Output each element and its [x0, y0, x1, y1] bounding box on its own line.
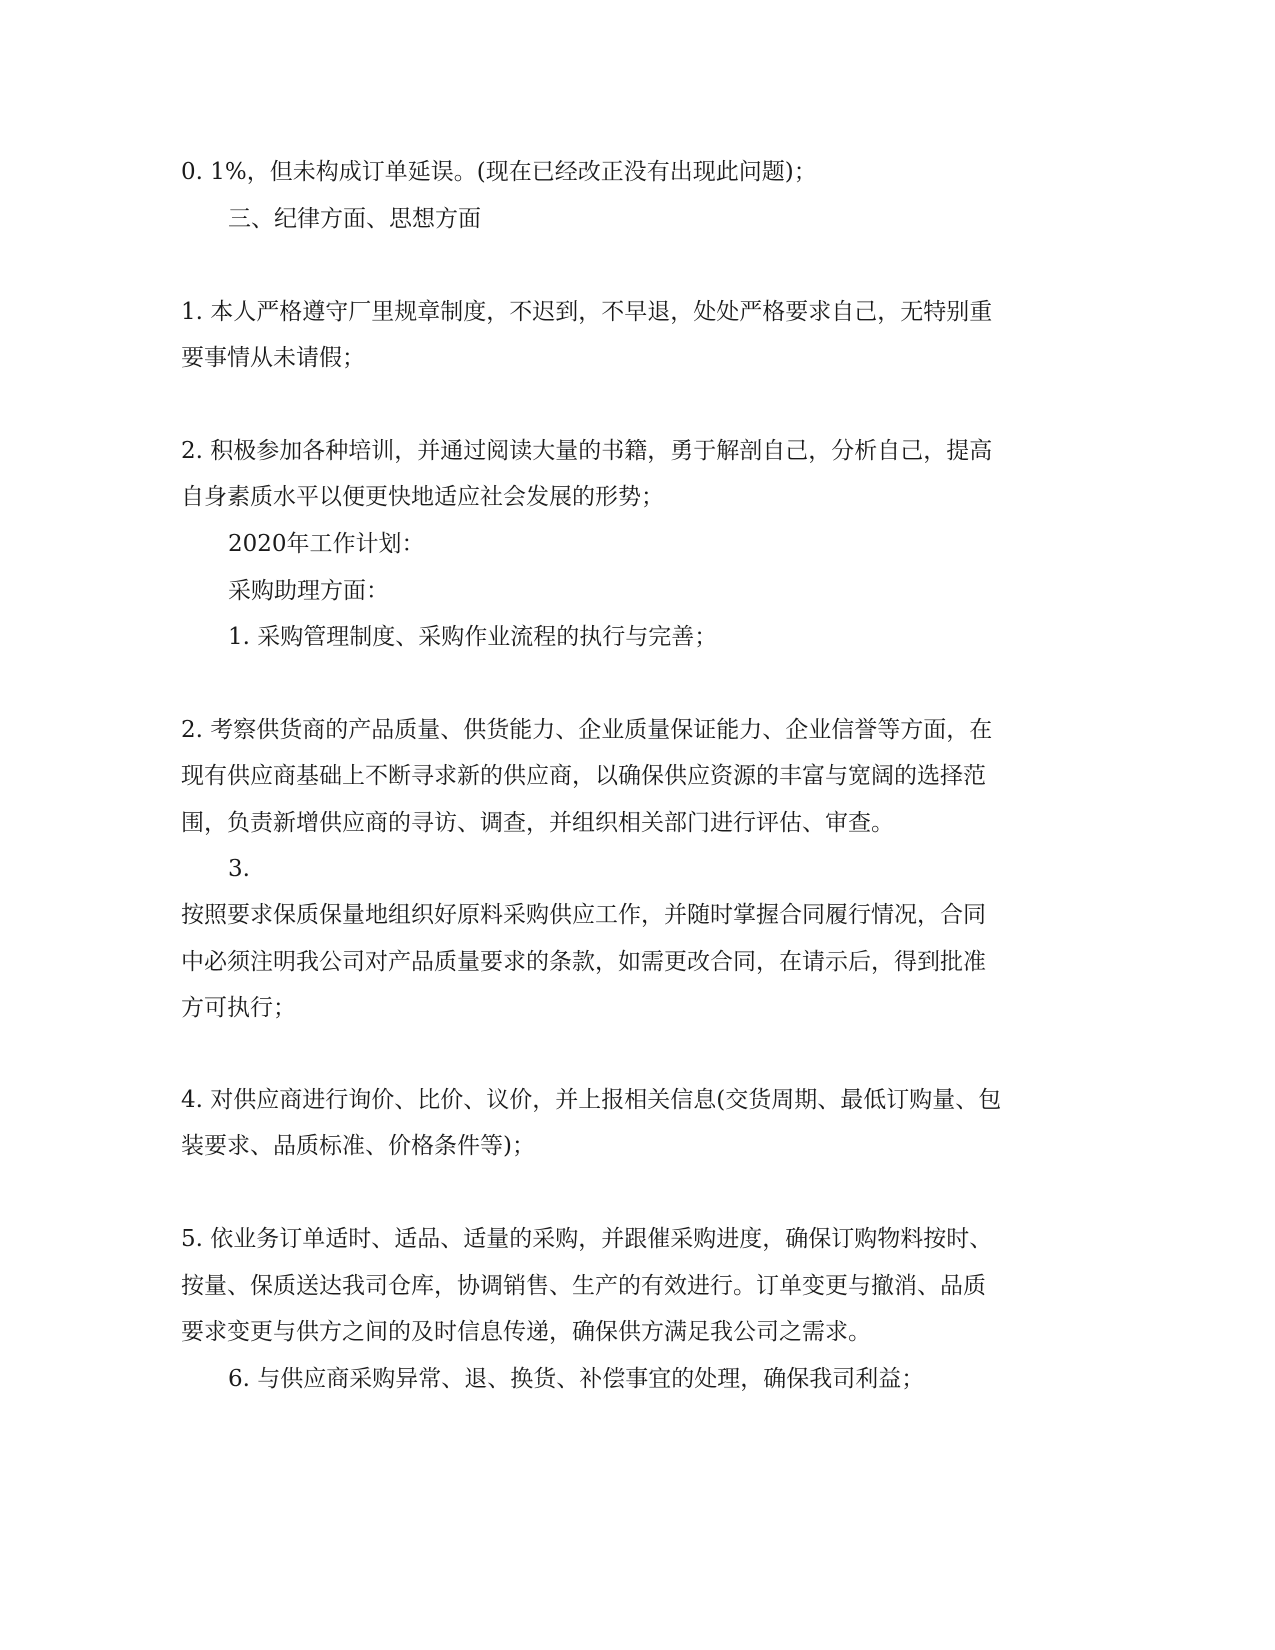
list-item-number: 3. — [228, 856, 250, 882]
list-item-text: 4. 对供应商进行询价、比价、议价，并上报相关信息(交货周期、最低订购量、包 — [181, 1087, 1002, 1113]
list-item-text: 2. 考察供货商的产品质量、供货能力、企业质量保证能力、企业信誉等方面，在 — [181, 717, 993, 743]
list-item-text: 2. 积极参加各种培训，并通过阅读大量的书籍，勇于解剖自己，分析自己，提高 — [181, 438, 993, 464]
list-item-text: 按照要求保质保量地组织好原料采购供应工作，并随时掌握合同履行情况，合同 — [181, 902, 986, 928]
list-item-text: 1. 本人严格遵守厂里规章制度，不迟到，不早退，处处严格要求自己，无特别重 — [181, 299, 993, 325]
body-text-line: 0. 1%，但未构成订单延误。(现在已经改正没有出现此问题)； — [181, 159, 817, 185]
list-item-text: 装要求、品质标准、价格条件等)； — [181, 1133, 535, 1159]
list-item-text: 按量、保质送达我司仓库，协调销售、生产的有效进行。订单变更与撤消、品质 — [181, 1273, 986, 1299]
subsection-heading: 采购助理方面： — [228, 578, 389, 604]
list-item-text: 要求变更与供方之间的及时信息传递，确保供方满足我公司之需求。 — [181, 1319, 871, 1345]
list-item-text: 中必须注明我公司对产品质量要求的条款，如需更改合同，在请示后，得到批准 — [181, 949, 986, 975]
list-item-text: 1. 采购管理制度、采购作业流程的执行与完善； — [228, 624, 718, 650]
section-heading: 三、纪律方面、思想方面 — [228, 206, 481, 232]
list-item-text: 5. 依业务订单适时、适品、适量的采购，并跟催采购进度，确保订购物料按时、 — [181, 1226, 993, 1252]
plan-heading: 2020年工作计划： — [228, 531, 425, 557]
list-item-text: 自身素质水平以便更快地适应社会发展的形势； — [181, 484, 664, 510]
list-item-text: 方可执行； — [181, 995, 296, 1021]
list-item-text: 6. 与供应商采购异常、退、换货、补偿事宜的处理，确保我司利益； — [228, 1366, 925, 1392]
list-item-text: 围，负责新增供应商的寻访、调查，并组织相关部门进行评估、审查。 — [181, 810, 894, 836]
list-item-text: 现有供应商基础上不断寻求新的供应商，以确保供应资源的丰富与宽阔的选择范 — [181, 763, 986, 789]
list-item-text: 要事情从未请假； — [181, 345, 365, 371]
